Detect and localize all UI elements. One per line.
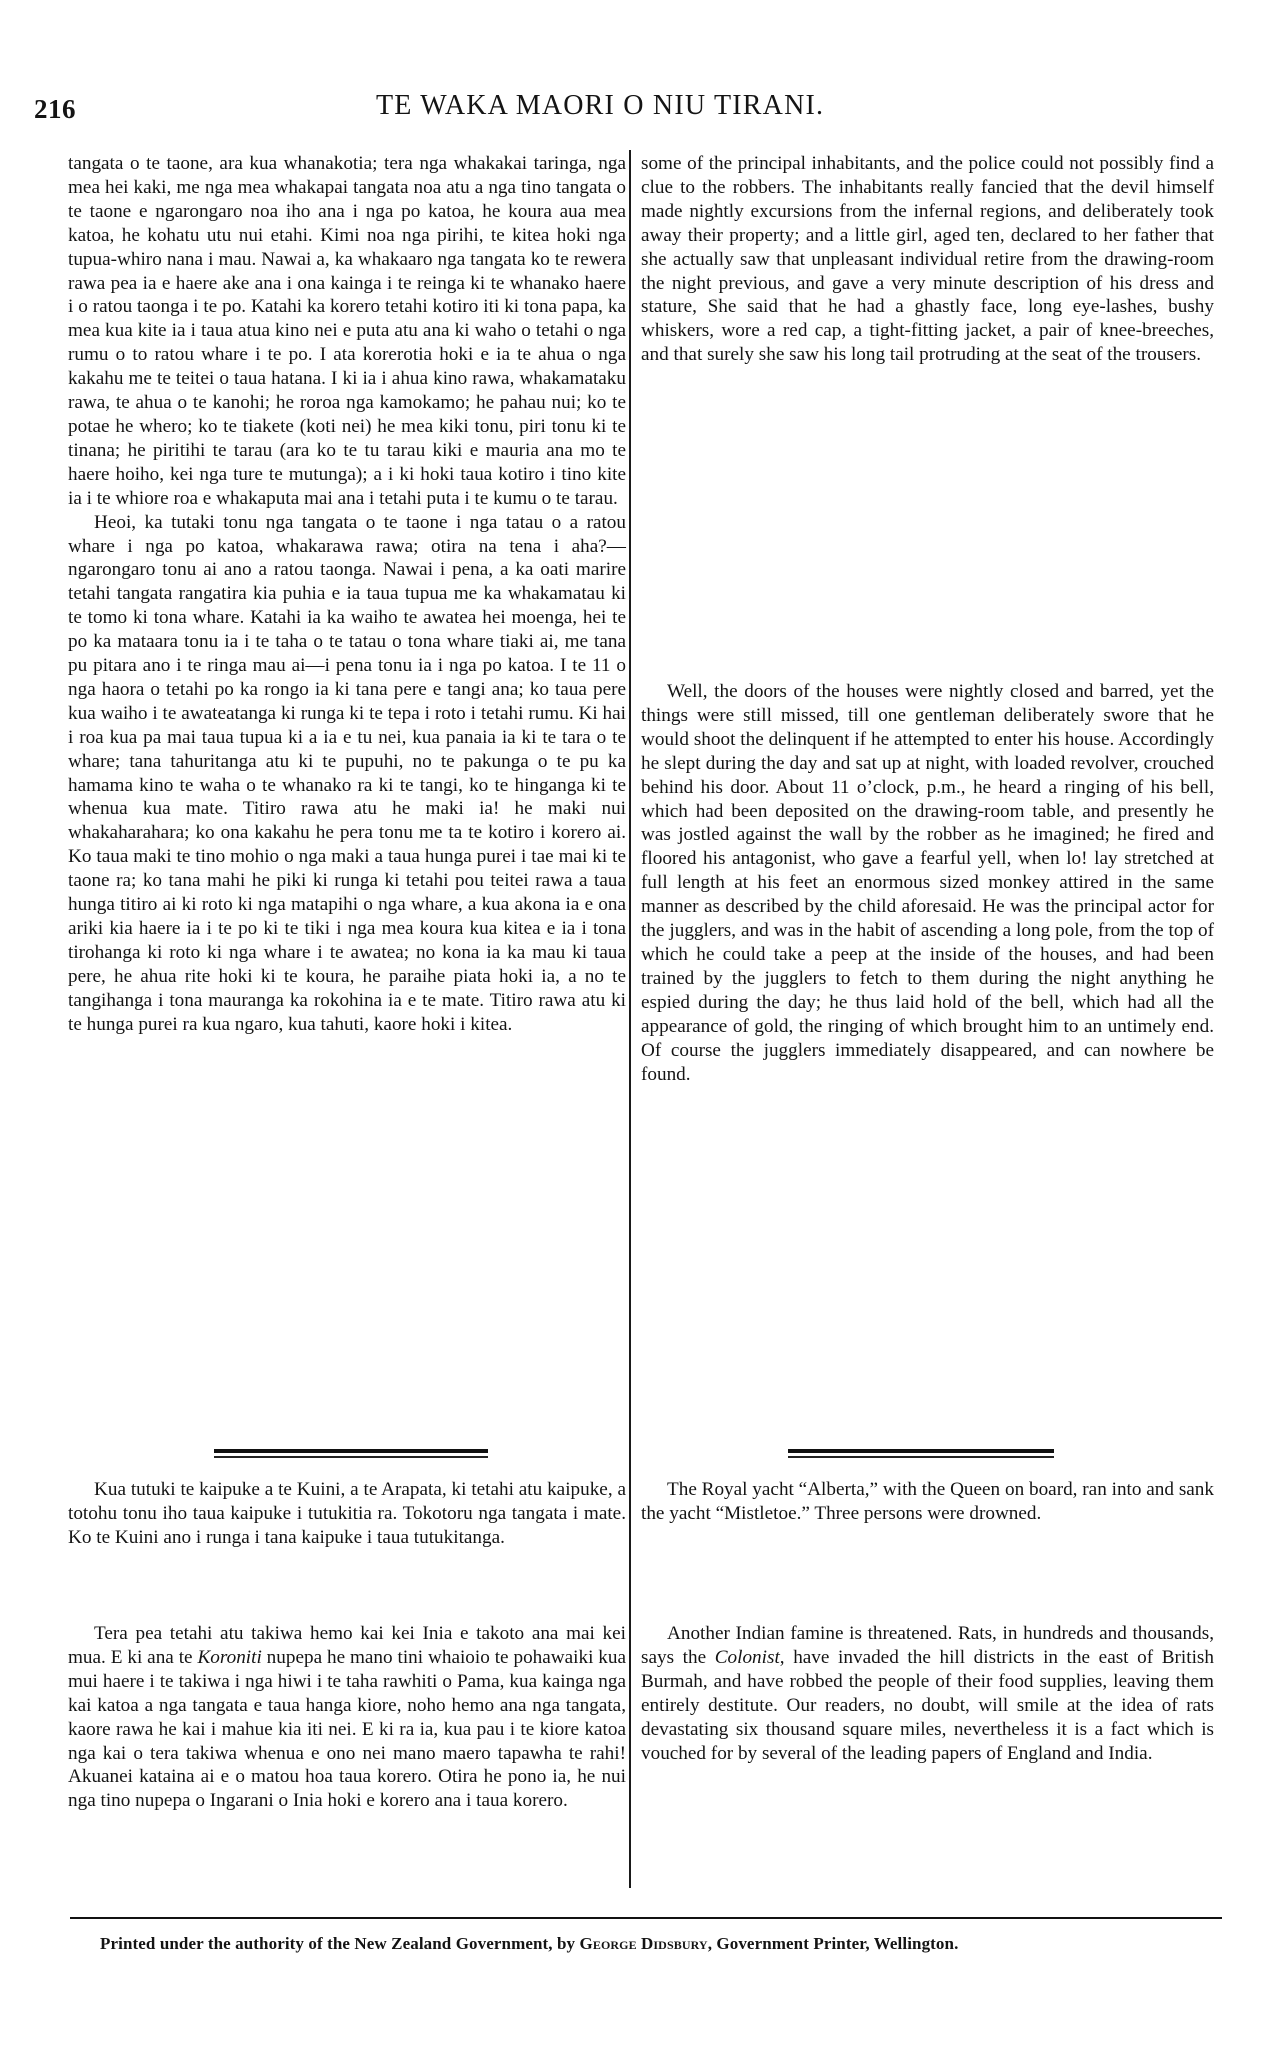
printer-name: George Didsbury <box>579 1934 708 1953</box>
news-english-item-2 <box>641 1622 1214 1765</box>
news-english-royal-yacht: The Royal yacht “Alberta,” with the Queen on board, ran into and sank the yacht “Mistletoe.” Three persons were drowned. <box>641 1479 1214 1524</box>
left-column-story <box>68 152 626 1037</box>
story-maori-paragraph-2: Heoi, ka tutaki tonu nga tangata o te taone i nga tatau o a ratou whare i nga po katoa, whakarawa rawa; otira na tena i aha?—ngarongaro tonu ai ano a ratou taonga. Nawai i pena, a ka oati marire tetahi tangata rangatira kia puhia e ia taua tupua me ka whakamatau ki te tomo ki tona whare. Katahi ia ka waiho te awatea hei moenga, hei te po ka mataara tonu ia i te taha o te tatau o tona whare tiaki ai, me tana pu pitara ano i te ringa mau ai—i pena tonu ia i nga po katoa. I te 11 o nga haora o tetahi po ka rongo ia ki tana pere e tangi ana; ko taua pere kua waiho i te awateatanga ki runga ki te tepa i roto i tetahi rumu. Ki hai i roa kua pa mai taua tupua ki a ia e tu nei, kua panaia ia ki te tara o te whare; tana tahuritanga atu ki te pupuhi, no te pakunga o te pu ka hamama kino te waha o te whanako ra ki te tangi, ko te hinganga ki te whenua kua mate. Titiro rawa atu he maki ia! he maki nui whakaharahara; ko ona kakahu he pera tonu me ta te kotiro i korero ai. Ko taua maki te tino mohio o nga maki a taua hunga purei i tae mai ki te taone ra; ko tana mahi he piki ki runga ki tetahi pou teitei rawa a taua hunga titiro ai ki roto ki nga matapihi o nga whare, a kua akona ia e ona ariki kia haere ia i te po ki te tiki i nga mea koura kua kitea e ia i tona tirohanga ki roto ki nga whare i te awatea; no kona ia ka mau ki taua pere, he ahua rite hoki ki te koura, he paraihe piata hoki ia, a no te tangihanga i tona mauranga ka rokohina ia e te mate. Titiro rawa atu ki te hunga purei ra kua ngaro, kua tahuti, kaore hoki i kitea. <box>68 511 626 1035</box>
story-maori-paragraph-1: tangata o te taone, ara kua whanakotia; tera nga whakakai taringa, nga mea hei kaki, me nga mea whakapai tangata noa atu a nga tino tangata o te taone e ngarongaro noa iho ana i nga po katoa, he koura aua mea katoa, he kohatu utu nui etahi. Kimi noa nga pirihi, te kitea hoki nga tupua-whiro nana i mau. Nawai a, ka whakaaro nga tangata ko te rewera rawa pea ia e haere ake ana i ona kainga i te reinga ki te whanako haere i o ratou taonga i te po. Katahi ka korero tetahi kotiro iti ki tona papa, ka mea kua kite ia i taua atua kino nei e puta atu ana ki waho o tetahi o nga rumu o to ratou whare i te po. I ata korerotia hoki e ia te ahua o nga kakahu me te teitei o taua hatana. I ki ia i ahua kino rawa, whakamataku rawa, te ahua o te kanohi; he roroa nga kamokamo; he pahau nui; ko te potae he whero; ko te tiakete (koti nei) he mea kiki tonu, piri tonu ki te tinana; he piritihi te tarau (ara ko te tu tarau kiki e mauria ana mo te haere hoiho, kei nga ture te mutunga); a i ki hoki taua kotiro i tino kite ia i te whiore roa e whakaputa mai ana i tetahi puta i te kumu o te tarau. <box>68 153 626 509</box>
section-separator-left <box>214 1449 488 1458</box>
news-maori-royal-yacht: Kua tutuki te kaipuke a te Kuini, a te Arapata, ki tetahi atu kaipuke, a totohu tonu iho taua kaipuke i tutukitia ra. Tokotoru nga tangata i mate. Ko te Kuini ano i runga i tana kaipuke i taua tutukitanga. <box>68 1479 626 1548</box>
right-column-story-part-2 <box>641 680 1214 1086</box>
news-maori-famine: Tera pea tetahi atu takiwa hemo kai kei Inia e takoto ana mai kei mua. E ki ana te Koroniti nupepa he mano tini whaioio te pohawaiki kua mui haere i te takiwa i nga hiwi i te taha rawhiti o Pama, kua kainga nga kai katoa a nga tangata e taua hanga kiore, noho hemo ana nga tangata, kaore rawa he kai i mahue kia iti nei. E ki ra ia, kua pau i te kiore katoa nga kai o tera takiwa whenua e ono nei mano maero tapawha te rahi! Akuanei kataina ai e o matou hoa taua korero. Otira he pono ia, he nui nga tino nupepa o Ingarani o Inia hoki e korero ana i taua korero. <box>68 1623 626 1812</box>
newspaper-name-colonist: Colonist <box>714 1646 780 1668</box>
section-separator-right <box>788 1449 1054 1458</box>
footer-rule <box>70 1917 1222 1919</box>
news-maori-item-2 <box>68 1622 626 1813</box>
story-english-paragraph-1: some of the principal inhabitants, and the police could not possibly find a clue to the robbers. The inhabitants really fancied that the devil himself made nightly excursions from the infernal regions, and deliberately took away their property; and a little girl, aged ten, declared to her father that she actually saw that unpleasant individual retire from the drawing-room the night previous, and gave a very minute description of his dress and stature, She said that he had a ghastly face, long eye-lashes, bushy whiskers, wore a red cap, a tight-fitting jacket, a pair of knee-breeches, and that surely she saw his long tail protruding at the seat of the trousers. <box>641 153 1214 366</box>
printer-imprint: Printed under the authority of the New Zealand Government, by George Didsbury, Government Printer, Wellington. <box>100 1934 959 1953</box>
story-english-paragraph-2: Well, the doors of the houses were nightly closed and barred, yet the things were still missed, till one gentleman deliberately swore that he would shoot the delinquent if he attempted to enter his house. Accordingly he slept during the day and sat up at night, with loaded revolver, crouched behind his door. About 11 o’clock, p.m., he heard a ringing of his bell, which had been deposited on the drawing-room table, and presently he was jostled against the wall by the robber as he imagined; he fired and floored his antagonist, who gave a fearful yell, when lo! lay stretched at full length at his feet an enormous sized monkey attired in the same manner as described by the child aforesaid. He was the principal actor for the jugglers, and was in the habit of ascending a long pole, from the top of which he could take a peep at the inside of the houses, and had been trained by the jugglers to fetch to them during the night anything he espied during the day; he thus laid hold of the bell, which had all the appearance of gold, the ringing of which brought him to an untimely end. Of course the jugglers immediately disappeared, and can nowhere be found. <box>641 681 1214 1085</box>
page-number: 216 <box>34 94 76 124</box>
newspaper-name-koroniti: Koroniti <box>197 1646 262 1668</box>
right-column-story-part-1 <box>641 152 1214 367</box>
page-title: TE WAKA MAORI O NIU TIRANI. <box>376 90 825 121</box>
news-english-famine: Another Indian famine is threatened. Rats, in hundreds and thousands, says the Colonist, have invaded the hill districts in the east of British Burmah, and have robbed the people of their food supplies, leaving them entirely destitute. Our readers, no doubt, will smile at the idea of rats devastating six thousand square miles, nevertheless it is a fact which is vouched for by several of the leading papers of England and India. <box>641 1623 1214 1764</box>
column-divider <box>629 150 631 1888</box>
news-maori-item-1 <box>68 1478 626 1550</box>
news-english-item-1 <box>641 1478 1214 1526</box>
